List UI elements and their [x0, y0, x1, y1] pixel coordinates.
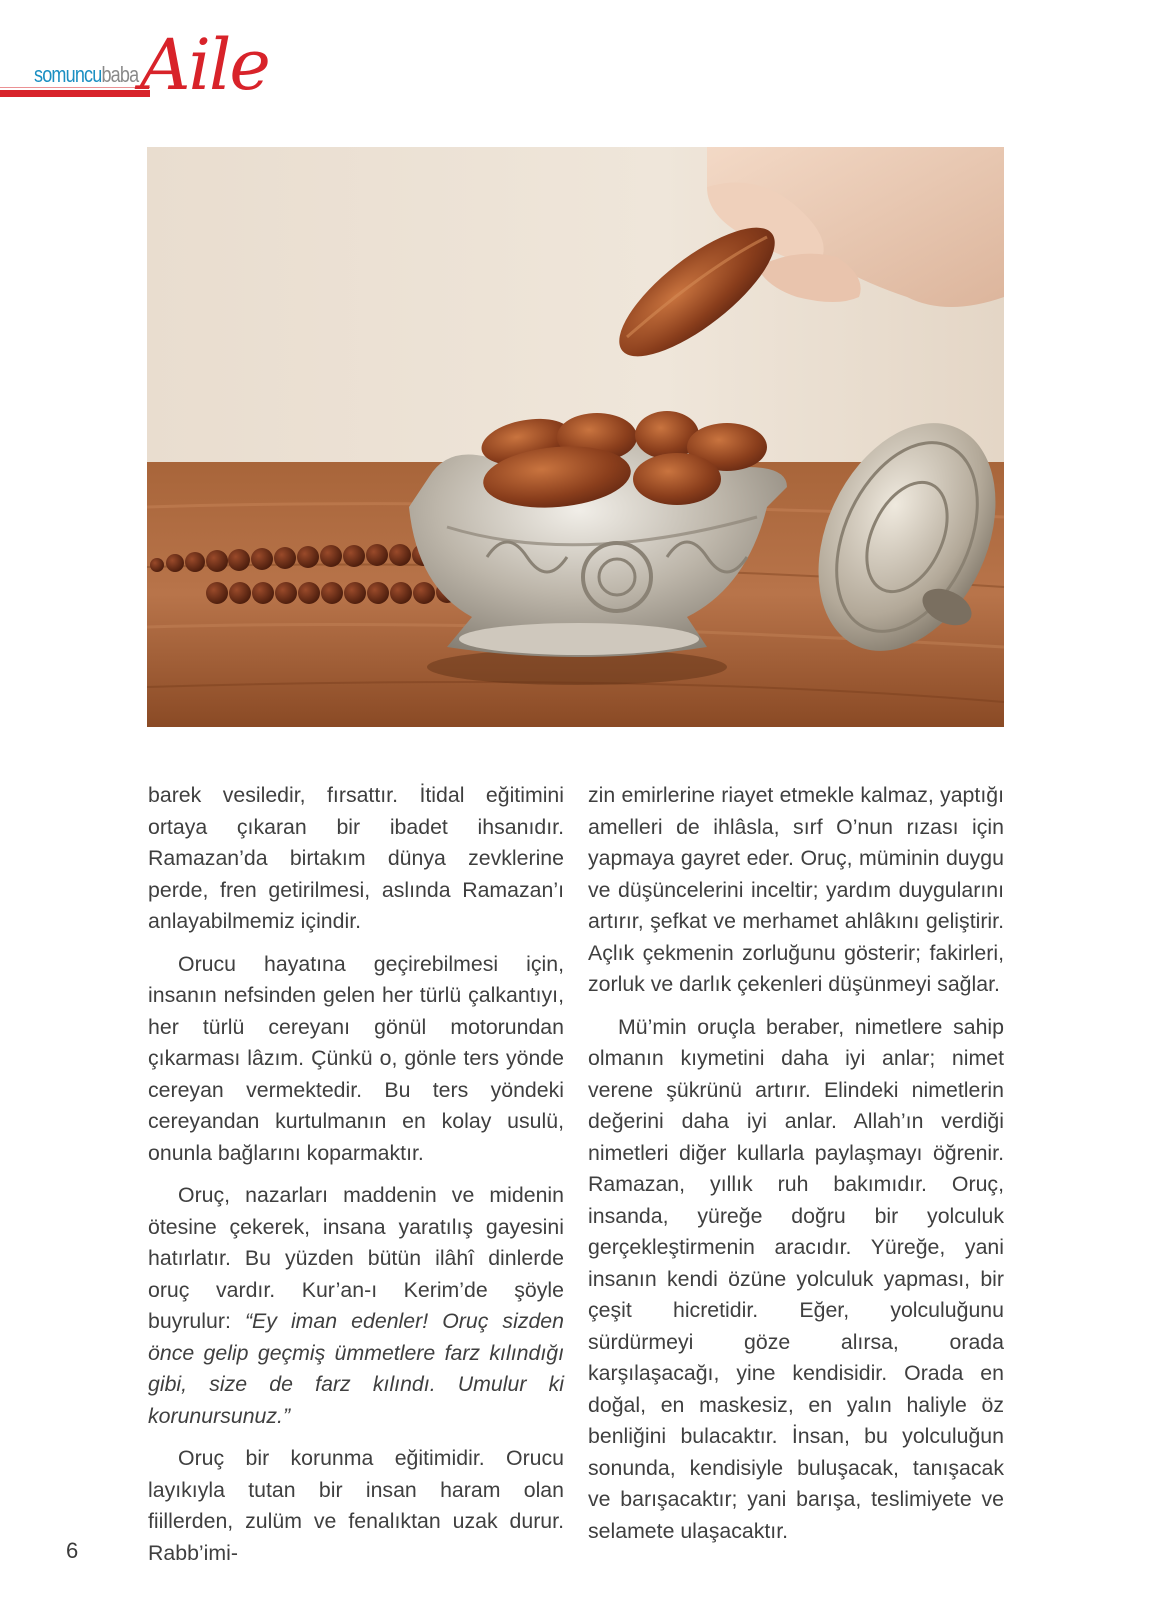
paragraph: barek vesiledir, fırsattır. İtidal eğitimini ortaya çıkaran bir ibadet ihsanıdır. Ramazan’da birtakım dünya zevklerine perde, fren getirilmesi, aslında Ramazan’ı anlayabilmemiz içindir. [148, 783, 564, 933]
page-number: 6 [66, 1538, 79, 1563]
quran-quote: “Ey iman edenler! Oruç sizden önce gelip geçmiş ümmetlere farz kılındığı gibi, size de farz kılındı. Umulur ki korunursunuz.” [148, 1309, 564, 1428]
brand-part2: baba [101, 62, 139, 87]
paragraph-text: Oruç, nazarları maddenin ve midenin ötesine çekerek, insana yaratılış gayesini hatırlatır. Bu yüzden bütün ilâhî dinlerde oruç vardır. Kur’an-ı Kerim’de şöyle buyrulur: [148, 1183, 564, 1333]
paragraph: zin emirlerine riayet etmekle kalmaz, yaptığı amelleri de ihlâsla, sırf O’nun rızası için yapmaya gayret eder. Oruç, müminin duygu ve düşüncelerini inceltir; yardım duygularını artırır, şefkat ve merhamet ahlâkını geliştirir. Açlık çekmenin zorluğunu gösterir; fakirleri, zorluk ve darlık çekenleri düşünmeyi sağlar. [588, 783, 1004, 996]
brand-script-title: Aile [140, 24, 269, 106]
paragraph: Orucu hayatına geçirebilmesi için, insanın nefsinden gelen her türlü çalkantıyı, her türlü cereyanı gönül motorundan çıkarması lâzım. Çünkü o, gönle ters yönde cereyan vermektedir. Bu ters yöndeki cereyandan kurtulmanın en kolay usulü, onunla bağlarını koparmaktır. [148, 951, 564, 1165]
right-text-column [588, 780, 1004, 1558]
brand-wordmark [34, 62, 138, 88]
brand-rule [0, 90, 150, 97]
paragraph: Oruç bir korunma eğitimidir. Orucu layıkıyla tutan bir insan haram olan fiillerden, zulüm ve fenalıktan uzak durur. Rabb’imi- [148, 1446, 564, 1565]
dates-in-silver-bowl-image [147, 147, 1004, 727]
brand-part1: somuncu [34, 62, 102, 87]
paragraph-with-quote [148, 1180, 564, 1432]
left-text-column [148, 780, 564, 1580]
paragraph: Mü’min oruçla beraber, nimetlere sahip olmanın kıymetini daha iyi anlar; nimet verene şükrünü artırır. Elindeki nimetlerin değerini daha iyi anlar. Allah’ın verdiği nimetleri diğer kullarla paylaşmayı öğrenir. Ramazan, yıllık ruh bakımıdır. Oruç, insanda, yüreğe doğru bir yolculuk gerçekleştirmenin aracıdır. Yüreğe, yani insanın kendi özüne yolculuk yapması, bir çeşit hicretidir. Eğer, yolculuğunu sürdürmeyi göze alırsa, orada karşılaşacağı, yine kendisidir. Orada en doğal, en maskesiz, en yalın haliyle öz benliğini bulacaktır. İnsan, bu yolculuğun sonunda, kendisiyle buluşacak, tanışacak ve barışacaktır; yani barışa, teslimiyete ve selamete ulaşacaktır. [588, 1014, 1004, 1543]
